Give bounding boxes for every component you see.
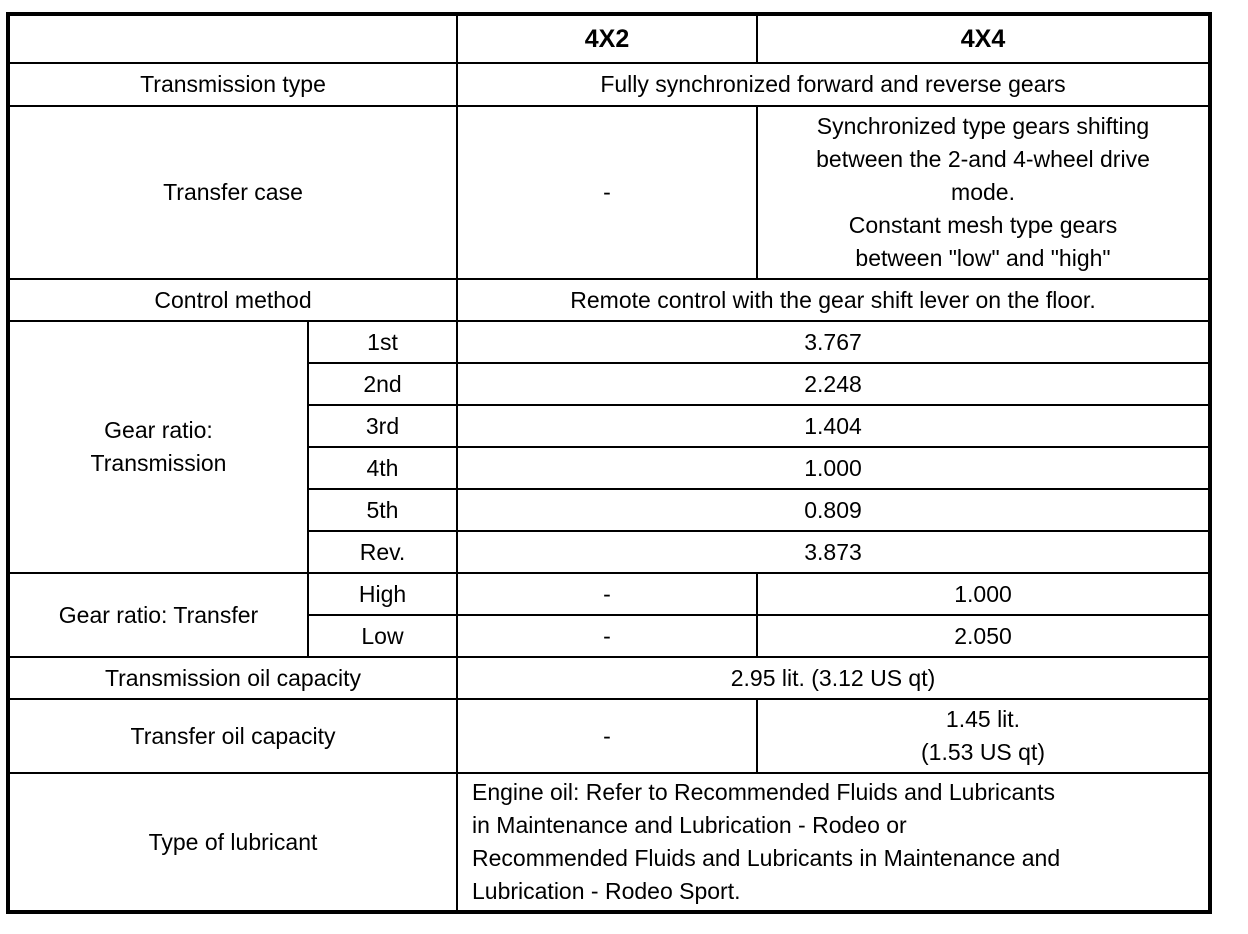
row-value bbox=[457, 773, 1210, 912]
table-row bbox=[8, 573, 1210, 615]
text-line: (1.53 US qt) bbox=[921, 739, 1045, 765]
value-4x4 bbox=[757, 106, 1210, 279]
value-4x4: 1.000 bbox=[757, 573, 1210, 615]
text-line: Gear ratio: bbox=[104, 417, 213, 443]
row-label: Transmission oil capacity bbox=[8, 657, 457, 699]
text-line: Transmission bbox=[90, 450, 227, 476]
text-line: Recommended Fluids and Lubricants in Maintenance and bbox=[472, 845, 1061, 871]
row-label: Transfer oil capacity bbox=[8, 699, 457, 773]
row-label: Transmission type bbox=[8, 63, 457, 106]
row-label: Type of lubricant bbox=[8, 773, 457, 912]
table-row bbox=[8, 106, 1210, 279]
gear-label: 4th bbox=[308, 447, 457, 489]
gear-label: 5th bbox=[308, 489, 457, 531]
range-label: High bbox=[308, 573, 457, 615]
gear-label: 2nd bbox=[308, 363, 457, 405]
row-value: 2.95 lit. (3.12 US qt) bbox=[457, 657, 1210, 699]
gear-value: 1.404 bbox=[457, 405, 1210, 447]
gear-label: Rev. bbox=[308, 531, 457, 573]
gear-value: 2.248 bbox=[457, 363, 1210, 405]
transmission-spec-table bbox=[6, 12, 1212, 914]
gear-value: 0.809 bbox=[457, 489, 1210, 531]
table-row bbox=[8, 63, 1210, 106]
table-row bbox=[8, 321, 1210, 363]
row-label: Control method bbox=[8, 279, 457, 321]
text-line: between "low" and "high" bbox=[855, 245, 1111, 271]
table-row bbox=[8, 773, 1210, 912]
value-4x4 bbox=[757, 699, 1210, 773]
row-value: Fully synchronized forward and reverse gears bbox=[457, 63, 1210, 106]
row-label: Transfer case bbox=[8, 106, 457, 279]
gear-value: 3.767 bbox=[457, 321, 1210, 363]
text-line: in Maintenance and Lubrication - Rodeo or bbox=[472, 812, 907, 838]
value-4x2: - bbox=[457, 699, 757, 773]
header-4x2: 4X2 bbox=[457, 14, 757, 63]
value-4x2: - bbox=[457, 573, 757, 615]
range-label: Low bbox=[308, 615, 457, 657]
gear-value: 1.000 bbox=[457, 447, 1210, 489]
header-4x4: 4X4 bbox=[757, 14, 1210, 63]
gear-value: 3.873 bbox=[457, 531, 1210, 573]
table-row bbox=[8, 279, 1210, 321]
header-row bbox=[8, 14, 1210, 63]
text-line: Lubrication - Rodeo Sport. bbox=[472, 878, 741, 904]
table-row bbox=[8, 699, 1210, 773]
value-4x2: - bbox=[457, 106, 757, 279]
value-4x2: - bbox=[457, 615, 757, 657]
text-line: Constant mesh type gears bbox=[848, 212, 1118, 238]
text-line: Synchronized type gears shifting bbox=[816, 113, 1150, 139]
text-line: mode. bbox=[951, 179, 1015, 205]
header-blank-cell bbox=[8, 14, 457, 63]
gear-label: 3rd bbox=[308, 405, 457, 447]
value-4x4: 2.050 bbox=[757, 615, 1210, 657]
text-line: Engine oil: Refer to Recommended Fluids and Lubricants bbox=[472, 779, 1055, 805]
row-label: Gear ratio: Transfer bbox=[8, 573, 308, 657]
text-line: between the 2-and 4-wheel drive bbox=[816, 146, 1150, 172]
gear-label: 1st bbox=[308, 321, 457, 363]
table-row bbox=[8, 657, 1210, 699]
row-label bbox=[8, 321, 308, 573]
row-value: Remote control with the gear shift lever on the floor. bbox=[457, 279, 1210, 321]
text-line: 1.45 lit. bbox=[945, 706, 1021, 732]
